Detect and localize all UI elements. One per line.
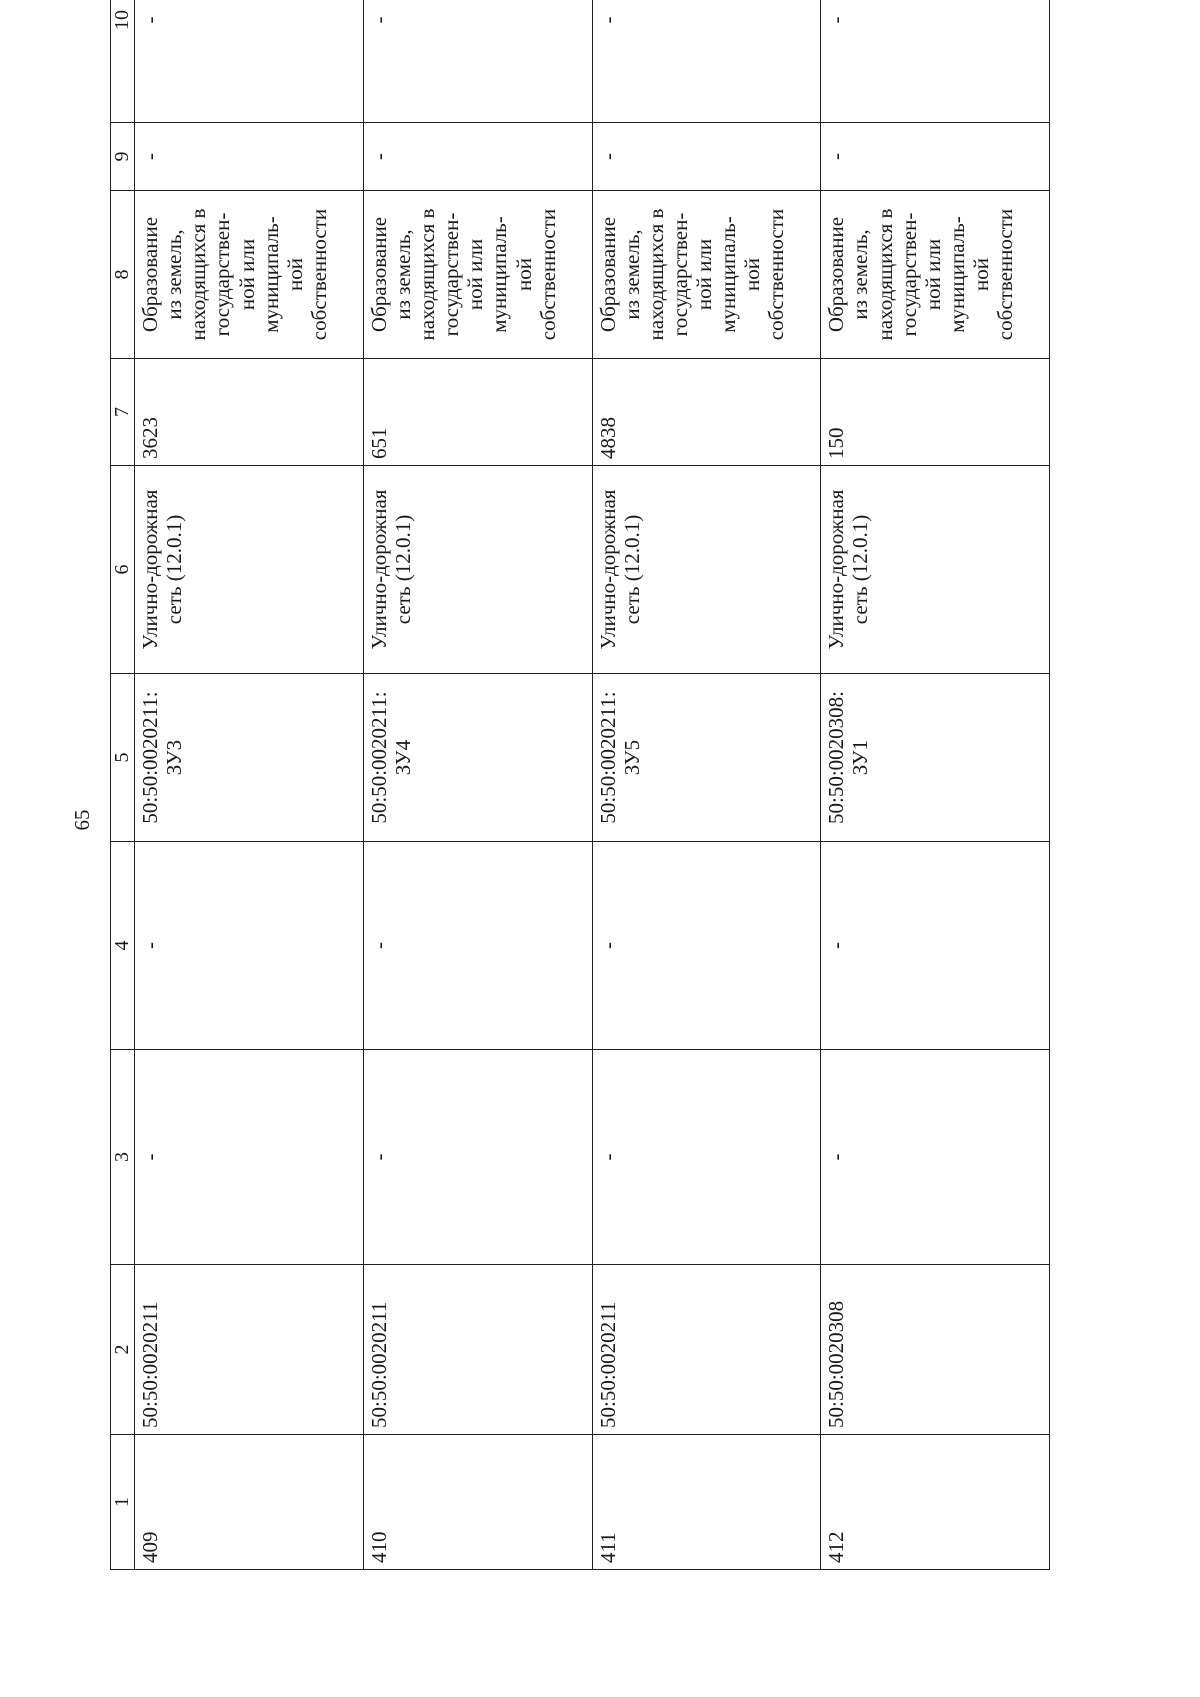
area: 150 xyxy=(821,359,1050,466)
permitted-use: Улично-дорожная сеть (12.0.1) xyxy=(592,466,821,674)
cadastral-quarter: 50:50:0020308 xyxy=(821,1265,1050,1435)
cell-col3: - xyxy=(592,1050,821,1265)
cell-col3: - xyxy=(135,1050,364,1265)
col-header-9: 9 xyxy=(111,123,135,191)
cell-col4: - xyxy=(135,842,364,1050)
col-header-10: 10 xyxy=(111,0,135,123)
table-row xyxy=(135,0,364,1570)
col-header-3: 3 xyxy=(111,1050,135,1265)
permitted-use: Улично-дорожная сеть (12.0.1) xyxy=(821,466,1050,674)
col-header-6: 6 xyxy=(111,466,135,674)
cell-col4: - xyxy=(821,842,1050,1050)
col-header-1: 1 xyxy=(111,1435,135,1570)
cadastral-quarter: 50:50:0020211 xyxy=(592,1265,821,1435)
permitted-use: Улично-дорожная сеть (12.0.1) xyxy=(135,466,364,674)
col-header-8: 8 xyxy=(111,191,135,359)
cell-col10: - xyxy=(821,0,1050,123)
cell-col3: - xyxy=(821,1050,1050,1265)
col-header-2: 2 xyxy=(111,1265,135,1435)
column-number-row xyxy=(111,0,135,1570)
cell-col10: - xyxy=(135,0,364,123)
row-number: 411 xyxy=(592,1435,821,1570)
row-number: 412 xyxy=(821,1435,1050,1570)
cell-col10: - xyxy=(363,0,592,123)
plot-designation: 50:50:0020308: ЗУ1 xyxy=(821,674,1050,842)
cell-col9: - xyxy=(592,123,821,191)
col-header-5: 5 xyxy=(111,674,135,842)
table-row xyxy=(821,0,1050,1570)
plot-designation: 50:50:0020211: ЗУ3 xyxy=(135,674,364,842)
formation-method: Образование из земель, находящихся в государствен- ной или муниципаль- ной собственности xyxy=(821,191,1050,359)
col-header-4: 4 xyxy=(111,842,135,1050)
cell-col9: - xyxy=(363,123,592,191)
cell-col9: - xyxy=(135,123,364,191)
formation-method: Образование из земель, находящихся в государствен- ной или муниципаль- ной собственности xyxy=(592,191,821,359)
row-number: 409 xyxy=(135,1435,364,1570)
cell-col4: - xyxy=(592,842,821,1050)
col-header-7: 7 xyxy=(111,359,135,466)
area: 4838 xyxy=(592,359,821,466)
row-number: 410 xyxy=(363,1435,592,1570)
area: 3623 xyxy=(135,359,364,466)
land-plots-table xyxy=(110,0,1050,1570)
cell-col3: - xyxy=(363,1050,592,1265)
cadastral-quarter: 50:50:0020211 xyxy=(135,1265,364,1435)
cadastral-quarter: 50:50:0020211 xyxy=(363,1265,592,1435)
page-number: 65 xyxy=(70,809,94,831)
cell-col4: - xyxy=(363,842,592,1050)
plot-designation: 50:50:0020211: ЗУ4 xyxy=(363,674,592,842)
rotated-table-wrapper xyxy=(110,10,1050,1570)
cell-col9: - xyxy=(821,123,1050,191)
formation-method: Образование из земель, находящихся в государствен- ной или муниципаль- ной собственности xyxy=(363,191,592,359)
area: 651 xyxy=(363,359,592,466)
cell-col10: - xyxy=(592,0,821,123)
table-row xyxy=(363,0,592,1570)
table-row xyxy=(592,0,821,1570)
plot-designation: 50:50:0020211: ЗУ5 xyxy=(592,674,821,842)
permitted-use: Улично-дорожная сеть (12.0.1) xyxy=(363,466,592,674)
formation-method: Образование из земель, находящихся в государствен- ной или муниципаль- ной собственности xyxy=(135,191,364,359)
